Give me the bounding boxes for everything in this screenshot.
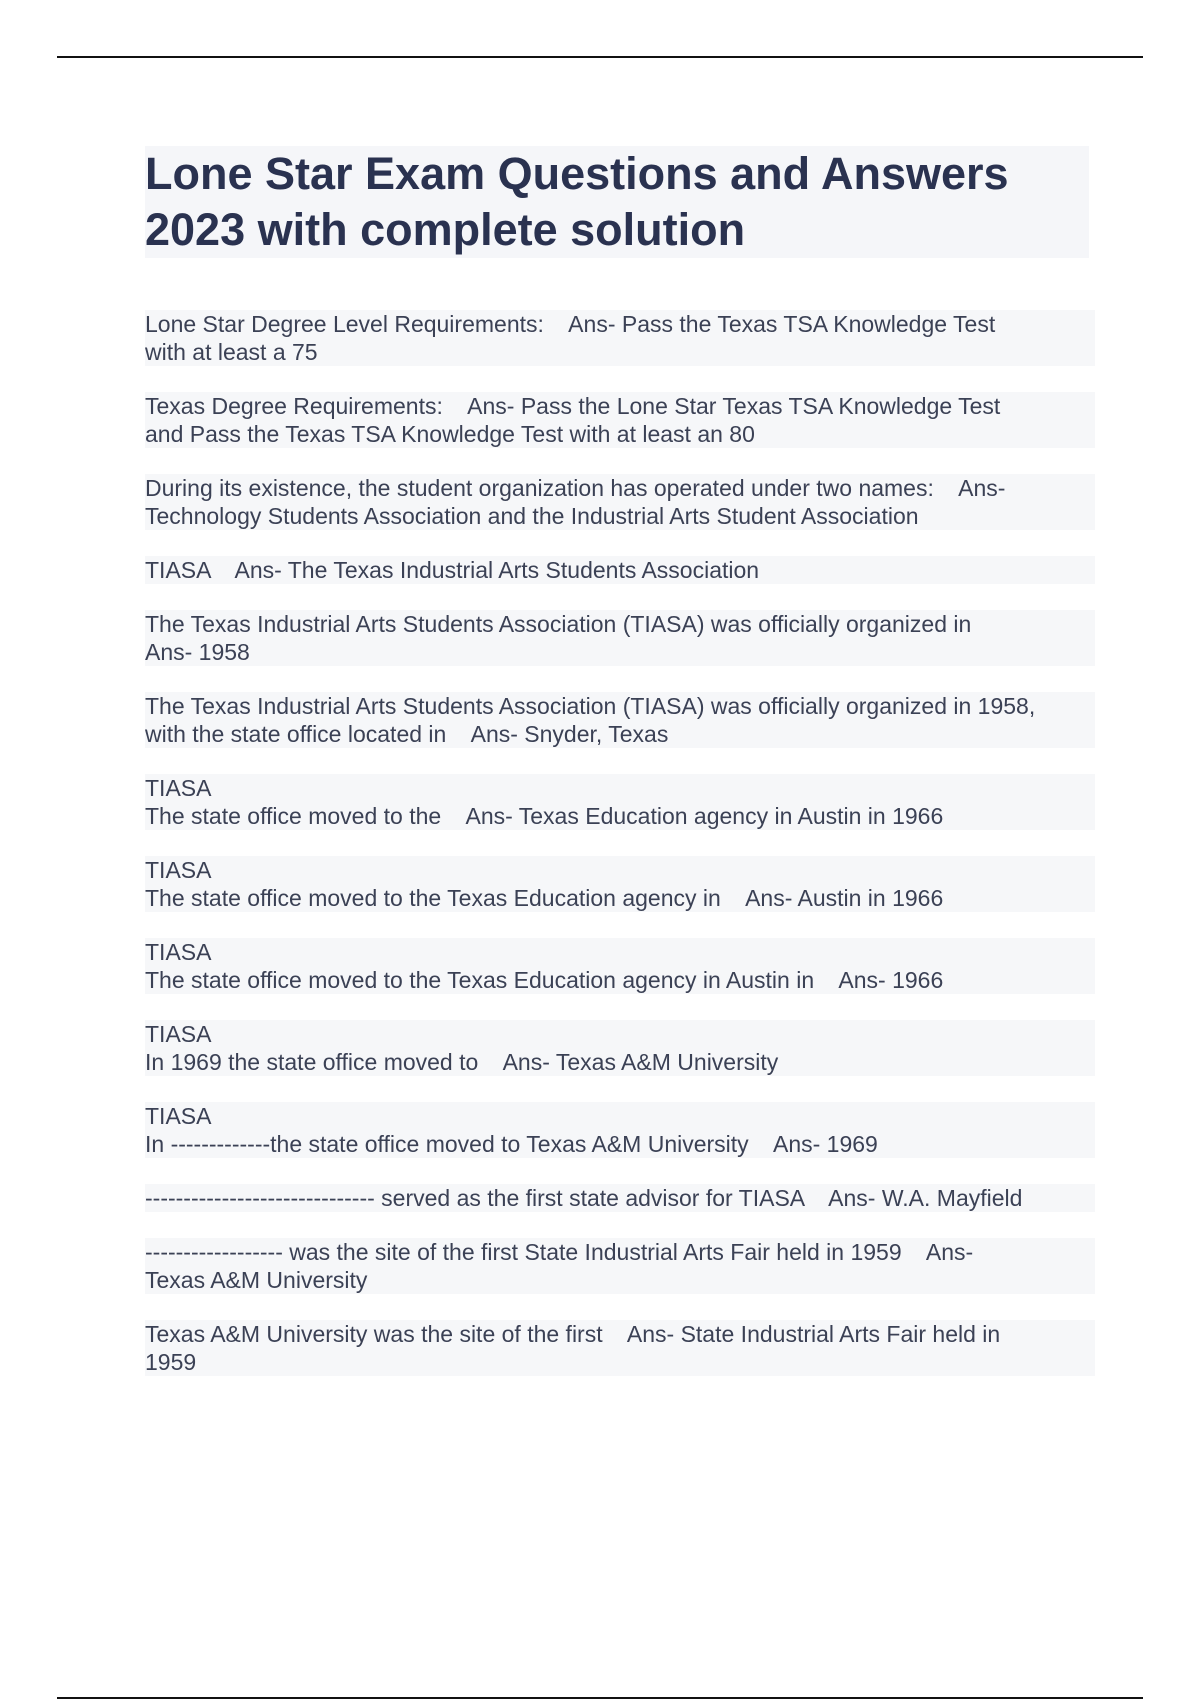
document-title: [145, 146, 1089, 258]
header-rule: [57, 56, 1143, 58]
qa-text: In -------------the state office moved to Texas A&M University Ans- 1969: [145, 1130, 1095, 1158]
qa-item: [145, 556, 1095, 584]
qa-text: The Texas Industrial Arts Students Association (TIASA) was officially organized in: [145, 610, 1095, 638]
qa-item: [145, 1238, 1095, 1294]
qa-text: The state office moved to the Texas Education agency in Austin in Ans- 1966: [145, 966, 1095, 994]
qa-text: Texas Degree Requirements: Ans- Pass the Lone Star Texas TSA Knowledge Test: [145, 392, 1095, 420]
qa-item: [145, 1320, 1095, 1376]
qa-item: [145, 1020, 1095, 1076]
qa-text: TIASA: [145, 774, 1095, 802]
qa-text: TIASA: [145, 856, 1095, 884]
qa-text: Lone Star Degree Level Requirements: Ans- Pass the Texas TSA Knowledge Test: [145, 310, 1095, 338]
qa-text: The state office moved to the Ans- Texas Education agency in Austin in 1966: [145, 802, 1095, 830]
qa-item: [145, 474, 1095, 530]
qa-text: During its existence, the student organization has operated under two names: Ans-: [145, 474, 1095, 502]
qa-item: [145, 856, 1095, 912]
qa-text: ------------------ was the site of the first State Industrial Arts Fair held in 1959 Ans-: [145, 1238, 1095, 1266]
document-title-line-2: 2023 with complete solution: [145, 204, 746, 255]
qa-list: [145, 310, 1095, 1402]
qa-text: with at least a 75: [145, 338, 1095, 366]
qa-text: In 1969 the state office moved to Ans- Texas A&M University: [145, 1048, 1095, 1076]
qa-item: [145, 1184, 1095, 1212]
qa-text: TIASA: [145, 938, 1095, 966]
qa-text: Texas A&M University was the site of the first Ans- State Industrial Arts Fair held in: [145, 1320, 1095, 1348]
qa-item: [145, 692, 1095, 748]
qa-item: [145, 938, 1095, 994]
footer-rule: [57, 1697, 1143, 1699]
qa-item: [145, 610, 1095, 666]
qa-text: Ans- 1958: [145, 638, 1095, 666]
document-title-line-1: Lone Star Exam Questions and Answers: [145, 148, 1009, 199]
qa-text: The state office moved to the Texas Education agency in Ans- Austin in 1966: [145, 884, 1095, 912]
qa-text: with the state office located in Ans- Snyder, Texas: [145, 720, 1095, 748]
qa-item: [145, 392, 1095, 448]
qa-text: ------------------------------ served as the first state advisor for TIASA Ans- W.A. Mayfield: [145, 1184, 1095, 1212]
qa-item: [145, 310, 1095, 366]
qa-item: [145, 774, 1095, 830]
qa-text: and Pass the Texas TSA Knowledge Test with at least an 80: [145, 420, 1095, 448]
qa-text: The Texas Industrial Arts Students Association (TIASA) was officially organized in 1958,: [145, 692, 1095, 720]
qa-text: TIASA: [145, 1020, 1095, 1048]
qa-text: 1959: [145, 1348, 1095, 1376]
qa-text: Technology Students Association and the Industrial Arts Student Association: [145, 502, 1095, 530]
qa-item: [145, 1102, 1095, 1158]
qa-text: Texas A&M University: [145, 1266, 1095, 1294]
qa-text: TIASA Ans- The Texas Industrial Arts Students Association: [145, 556, 1095, 584]
qa-text: TIASA: [145, 1102, 1095, 1130]
